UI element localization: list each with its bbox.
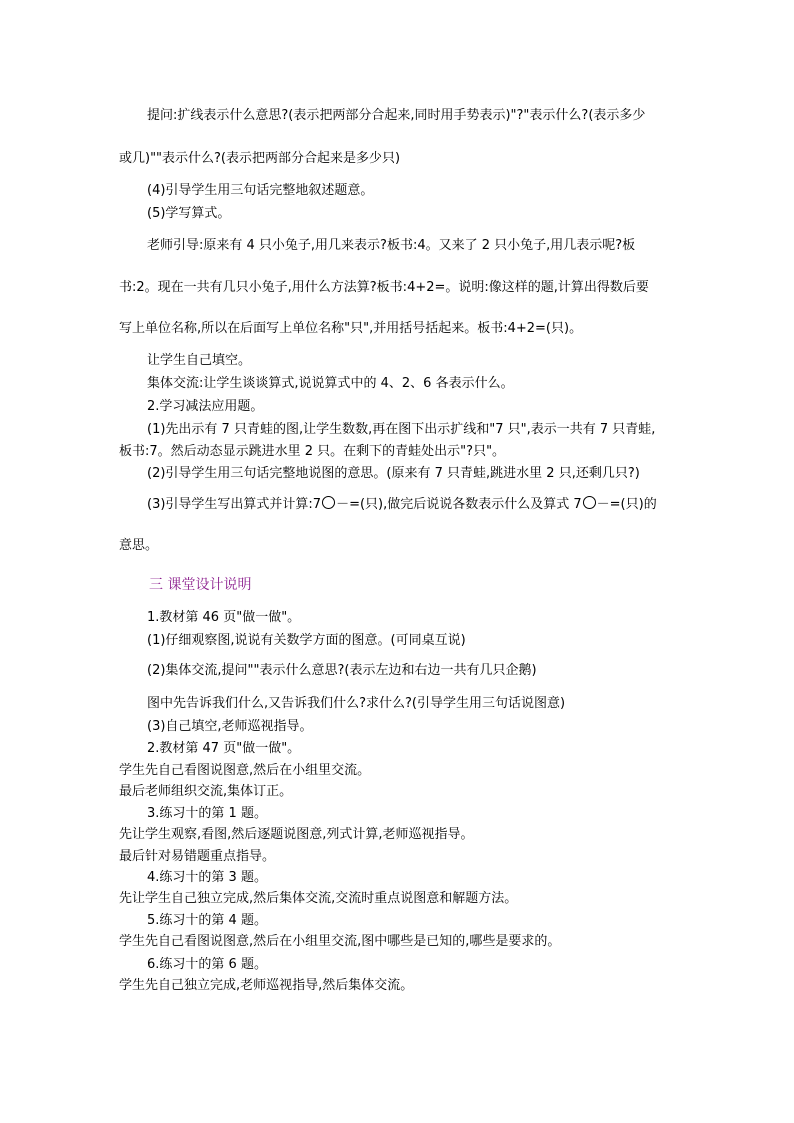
paragraph-line: 学生先自己看图说图意,然后在小组里交流,图中哪些是已知的,哪些是要求的。 [119, 934, 561, 949]
paragraph-line: 意思。 [119, 538, 159, 553]
paragraph-line: 最后针对易错题重点指导。 [119, 849, 276, 864]
paragraph-line: (3)自己填空,老师巡视指导。 [147, 719, 313, 734]
formula-line [147, 496, 657, 513]
section-heading: 三 课堂设计说明 [149, 577, 252, 593]
paragraph-line: 先让学生自己独立完成,然后集体交流,交流时重点说图意和解题方法。 [119, 891, 518, 906]
formula-text: (3)引导学生写出算式并计算:7 [147, 497, 322, 512]
paragraph-line: 学生先自己看图说图意,然后在小组里交流。 [119, 763, 371, 778]
paragraph-line: (2)引导学生用三句话完整地说图的意思。(原来有 7 只青蛙,跳进水里 2 只,还剩几只?) [147, 466, 640, 481]
paragraph-line: 学生先自己独立完成,老师巡视指导,然后集体交流。 [119, 978, 414, 993]
paragraph-line: 图中先告诉我们什么,又告诉我们什么?求什么?(引导学生用三句话说图意) [147, 696, 566, 711]
paragraph-line: 3.练习十的第 1 题。 [147, 806, 267, 821]
paragraph-line: 5.练习十的第 4 题。 [147, 913, 267, 928]
paragraph-line: 书:2。现在一共有几只小兔子,用什么方法算?板书:4+2=。说明:像这样的题,计算出得数后要 [119, 280, 649, 295]
paragraph-line: 1.教材第 46 页"做一做"。 [147, 610, 301, 625]
formula-text: －=(只)的 [596, 497, 657, 512]
paragraph-line: 老师引导:原来有 4 只小兔子,用几来表示?板书:4。又来了 2 只小兔子,用几表示呢?板 [147, 238, 636, 253]
blank-circle-icon [322, 496, 335, 509]
blank-circle-icon [583, 496, 596, 509]
paragraph-line: 板书:7。然后动态显示跳进水里 2 只。在剩下的青蛙处出示"?只"。 [119, 444, 506, 459]
paragraph-line: 让学生自己填空。 [147, 353, 252, 368]
paragraph-line: 写上单位名称,所以在后面写上单位名称"只",并用括号括起来。板书:4+2=(只)。 [119, 321, 583, 336]
paragraph-line: 6.练习十的第 6 题。 [147, 957, 267, 972]
paragraph-line: (1)仔细观察图,说说有关数学方面的图意。(可同桌互说) [147, 633, 466, 648]
paragraph-line: (2)集体交流,提问""表示什么意思?(表示左边和右边一共有几只企鹅) [147, 663, 537, 678]
paragraph-line: 先让学生观察,看图,然后逐题说图意,列式计算,老师巡视指导。 [119, 827, 474, 842]
paragraph-line: 集体交流:让学生谈谈算式,说说算式中的 4、2、6 各表示什么。 [147, 376, 514, 391]
paragraph-line: 提问:扩线表示什么意思?(表示把两部分合起来,同时用手势表示)"?"表示什么?(表示多少 [147, 108, 646, 123]
paragraph-line: (4)引导学生用三句话完整地叙述题意。 [147, 183, 374, 198]
paragraph-line: (1)先出示有 7 只青蛙的图,让学生数数,再在图下出示扩线和"7 只",表示一共有 7 只青蛙, [147, 422, 656, 437]
paragraph-line: 或几)""表示什么?(表示把两部分合起来是多少只) [119, 151, 401, 166]
paragraph-line: 2.学习减法应用题。 [147, 399, 264, 414]
paragraph-line: 2.教材第 47 页"做一做"。 [147, 741, 301, 756]
formula-text: －=(只),做完后说说各数表示什么及算式 7 [336, 497, 582, 512]
paragraph-line: (5)学写算式。 [147, 206, 231, 221]
paragraph-line: 最后老师组织交流,集体订正。 [119, 784, 293, 799]
paragraph-line: 4.练习十的第 3 题。 [147, 870, 267, 885]
